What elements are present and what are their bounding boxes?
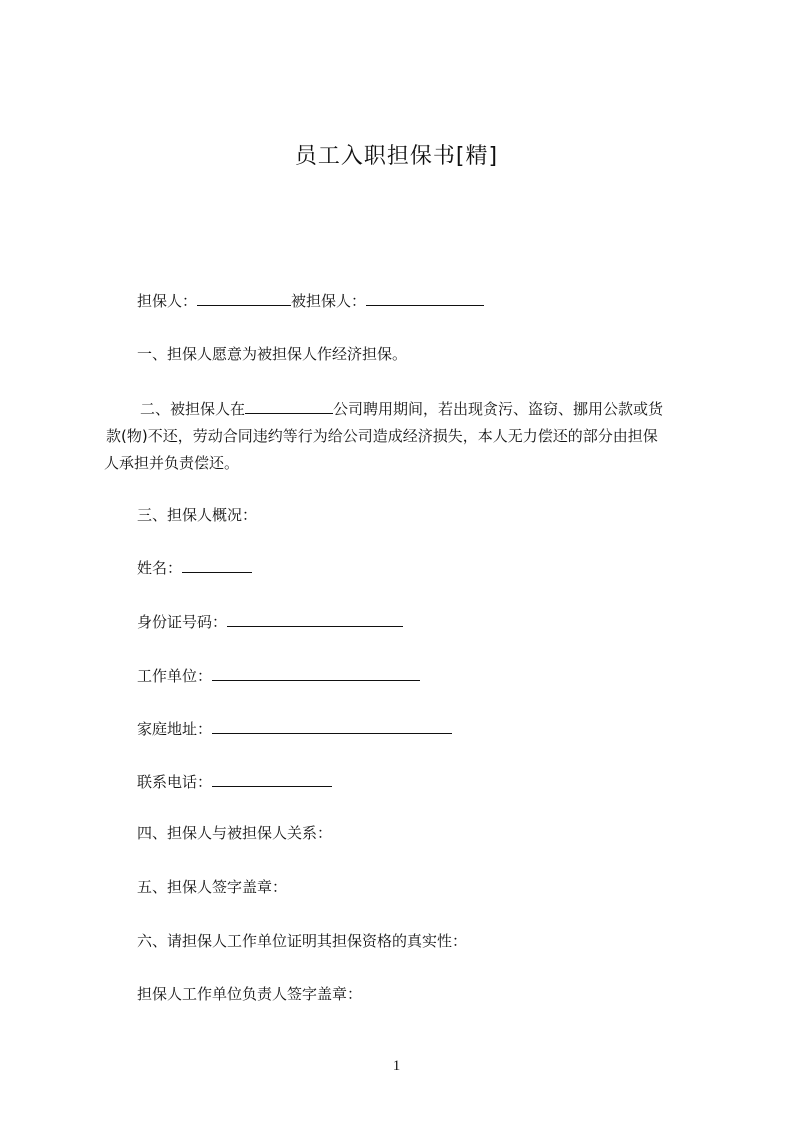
item-4: 四、担保人与被担保人关系： — [137, 824, 333, 842]
phone-blank[interactable] — [212, 772, 332, 787]
company-blank[interactable] — [245, 399, 333, 414]
item-5: 五、担保人签字盖章： — [137, 878, 288, 896]
name-field — [137, 558, 252, 578]
leader-signature: 担保人工作单位负责人签字盖章： — [137, 985, 363, 1003]
item-2-line-1 — [104, 396, 704, 423]
name-blank[interactable] — [182, 558, 252, 573]
guarantor-label: 担保人： — [137, 292, 198, 310]
id-field — [137, 612, 403, 632]
document-title: 员工入职担保书[精] — [294, 144, 499, 169]
item-2-line-2: 款(物)不还，劳动合同违约等行为给公司造成经济损失，本人无力偿还的部分由担保 — [106, 427, 658, 445]
guaranteed-label: 被担保人： — [291, 292, 367, 310]
address-blank[interactable] — [212, 719, 452, 734]
item-1: 一、担保人愿意为被担保人作经济担保。 — [137, 345, 408, 363]
guaranteed-blank[interactable] — [366, 291, 484, 306]
guarantor-blank[interactable] — [197, 291, 291, 306]
item-2-line-3: 人承担并负责偿还。 — [104, 454, 240, 472]
phone-label: 联系电话： — [137, 773, 213, 791]
parties-line — [137, 291, 484, 311]
id-label: 身份证号码： — [137, 613, 228, 631]
address-label: 家庭地址： — [137, 720, 213, 738]
work-unit-label: 工作单位： — [137, 667, 213, 685]
item-2-prefix: 二、被担保人在 — [140, 400, 246, 418]
phone-field — [137, 772, 332, 792]
item-6: 六、请担保人工作单位证明其担保资格的真实性： — [137, 932, 468, 950]
address-field — [137, 719, 452, 739]
item-2-suffix: 公司聘用期间，若出现贪污、盗窃、挪用公款或货 — [333, 400, 664, 418]
work-unit-field — [137, 666, 420, 686]
id-blank[interactable] — [227, 612, 403, 627]
page-number: 1 — [392, 1058, 401, 1074]
name-label: 姓名： — [137, 559, 183, 577]
work-unit-blank[interactable] — [212, 666, 420, 681]
item-3: 三、担保人概况： — [137, 506, 258, 524]
item-2-paragraph — [104, 396, 704, 477]
